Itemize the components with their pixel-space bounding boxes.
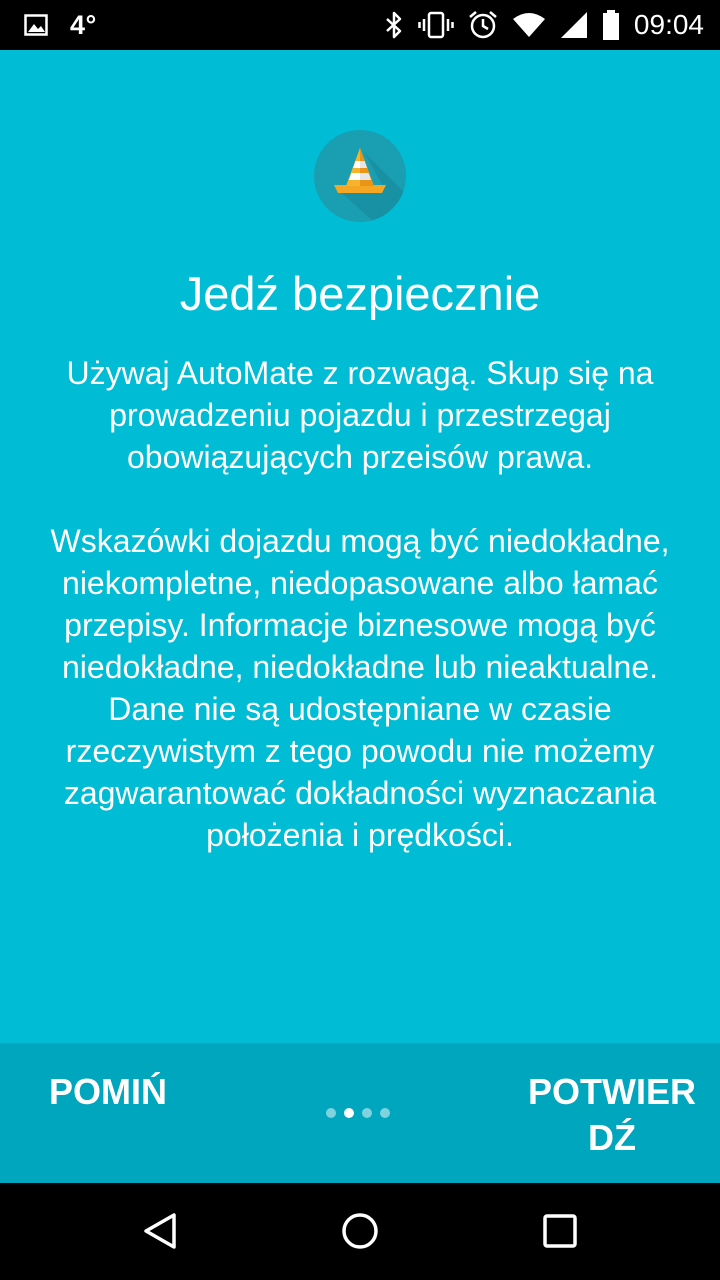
traffic-cone-icon xyxy=(314,130,406,222)
image-notification-icon xyxy=(24,14,48,36)
skip-button[interactable]: POMIŃ xyxy=(48,1071,167,1112)
page-dot xyxy=(326,1108,336,1118)
vibrate-icon xyxy=(418,11,454,39)
recents-button[interactable] xyxy=(528,1201,592,1265)
confirm-button[interactable]: POTWIERDŹ xyxy=(528,1071,696,1158)
temperature-text: 4° xyxy=(70,9,97,40)
onboarding-page xyxy=(0,50,720,1043)
recents-icon xyxy=(540,1211,580,1256)
home-button[interactable] xyxy=(328,1201,392,1265)
alarm-icon xyxy=(468,10,498,40)
status-bar xyxy=(0,0,720,50)
home-icon xyxy=(340,1211,380,1256)
page-dot-active xyxy=(344,1108,354,1118)
page-indicator xyxy=(326,1107,390,1119)
disclaimer-paragraph-1: Używaj AutoMate z rozwagą. Skup się na prowadzeniu pojazdu i przestrzegaj obowiązujących przeisów prawa. xyxy=(66,355,654,475)
bluetooth-icon xyxy=(384,11,404,39)
back-icon xyxy=(140,1211,180,1256)
disclaimer-text xyxy=(40,352,680,898)
page-dot xyxy=(380,1108,390,1118)
page-dot xyxy=(362,1108,372,1118)
clock-text: 09:04 xyxy=(633,9,704,40)
disclaimer-paragraph-2: Wskazówki dojazdu mogą być niedokładne, niekompletne, niedopasowane albo łamać przepisy. Informacje biznesowe mogą być niedokładne, niedokładne lub nieaktualne. Dane nie są udostępniane w czasie rzeczywistym z tego powodu nie możemy zagwarantować dokładności wyznaczania położenia i prędkości. xyxy=(50,523,670,853)
page-title: Jedź bezpiecznie xyxy=(179,267,541,320)
battery-icon xyxy=(602,10,620,40)
system-nav-bar xyxy=(0,1183,720,1280)
back-button[interactable] xyxy=(128,1201,192,1265)
onboarding-bottom-bar xyxy=(0,1043,720,1183)
signal-icon xyxy=(560,11,588,39)
wifi-icon xyxy=(512,12,546,38)
